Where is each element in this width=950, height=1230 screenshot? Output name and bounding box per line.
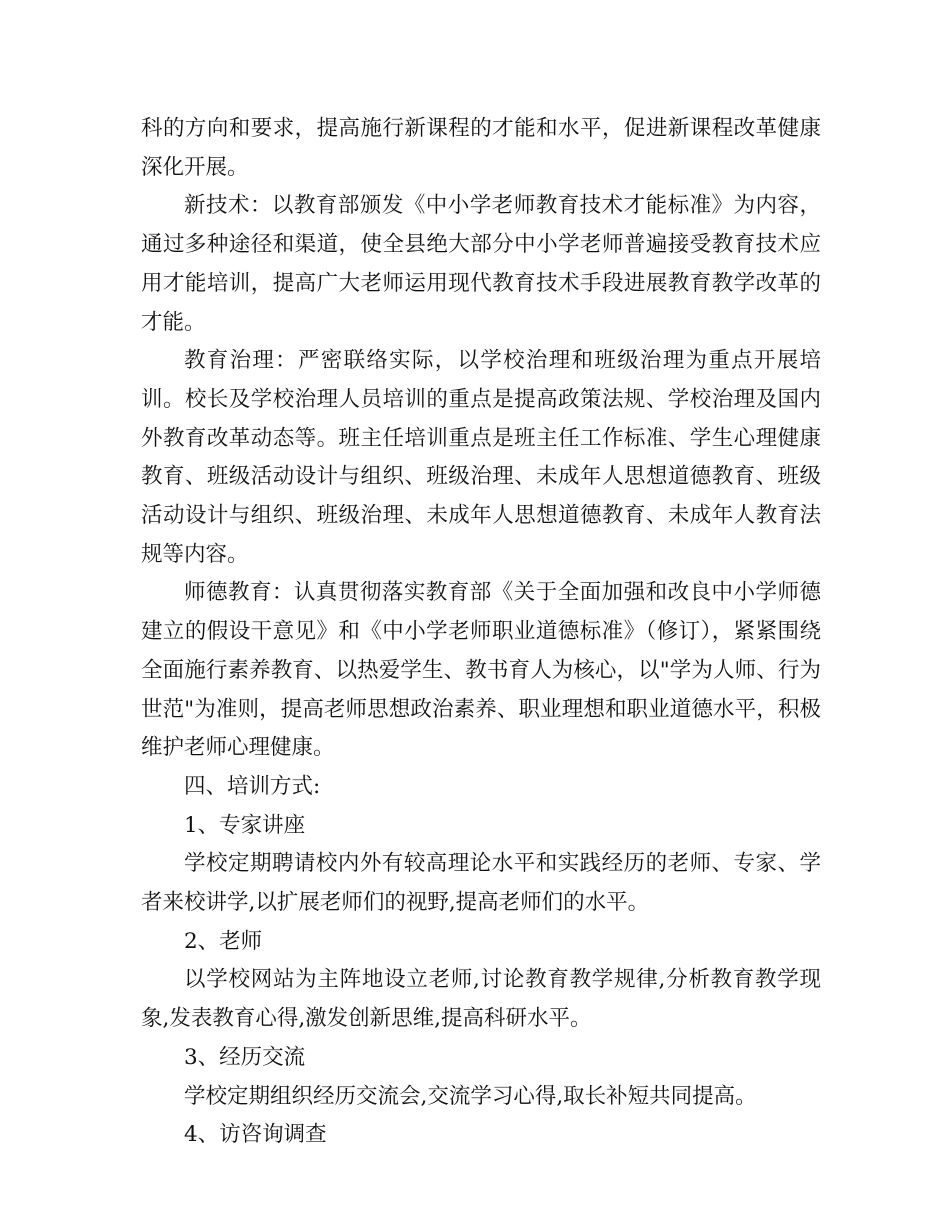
paragraph-teacher-ethics: 师德教育：认真贯彻落实教育部《关于全面加强和改良中小学师德建立的假设干意见》和《中小学老师职业道德标准》（修订），紧紧围绕全面施行素养教育、以热爱学生、教书育人为核心，以"学为人师、行为世范"为准则，提高老师思想政治素养、职业理想和职业道德水平，积极维护老师心理健康。 [141,580,821,761]
paragraph-experience-exchange: 学校定期组织经历交流会,交流学习心得,取长补短共同提高。 [184,1083,757,1109]
paragraph-education-management: 教育治理：严密联络实际，以学校治理和班级治理为重点开展培训。校长及学校治理人员培训的重点是提高政策法规、学校治理及国内外教育改革动态等。班主任培训重点是班主任工作标准、学生心理健康教育、班级活动设计与组织、班级治理、未成年人思想道德教育、班级活动设计与组织、班级治理、未成年人思想道德教育、未成年人教育法规等内容。 [141,348,821,567]
paragraph-expert-lectures: 学校定期聘请校内外有较高理论水平和实践经历的老师、专家、学者来校讲学,以扩展老师们的视野,提高老师们的水平。 [141,851,821,916]
item-heading-expert-lectures: 1、专家讲座 [184,812,306,838]
document-body [141,110,821,1155]
section-heading-training-methods: 四、培训方式: [184,773,321,799]
item-heading-teachers: 2、老师 [184,928,263,954]
paragraph-course-reform: 科的方向和要求，提高施行新课程的才能和水平，促进新课程改革健康深化开展。 [141,116,821,180]
item-heading-experience-exchange: 3、经历交流 [184,1044,306,1070]
item-heading-survey: 4、访咨询调查 [184,1122,327,1148]
paragraph-new-technology: 新技术：以教育部颁发《中小学老师教育技术才能标准》为内容，通过多种途径和渠道，使全县绝大部分中小学老师普遍接受教育技术应用才能培训，提高广大老师运用现代教育技术手段进展教育教学改革的才能。 [141,193,821,335]
paragraph-teachers: 以学校网站为主阵地设立老师,讨论教育教学规律,分析教育教学现象,发表教育心得,激发创新思维,提高科研水平。 [141,967,821,1032]
